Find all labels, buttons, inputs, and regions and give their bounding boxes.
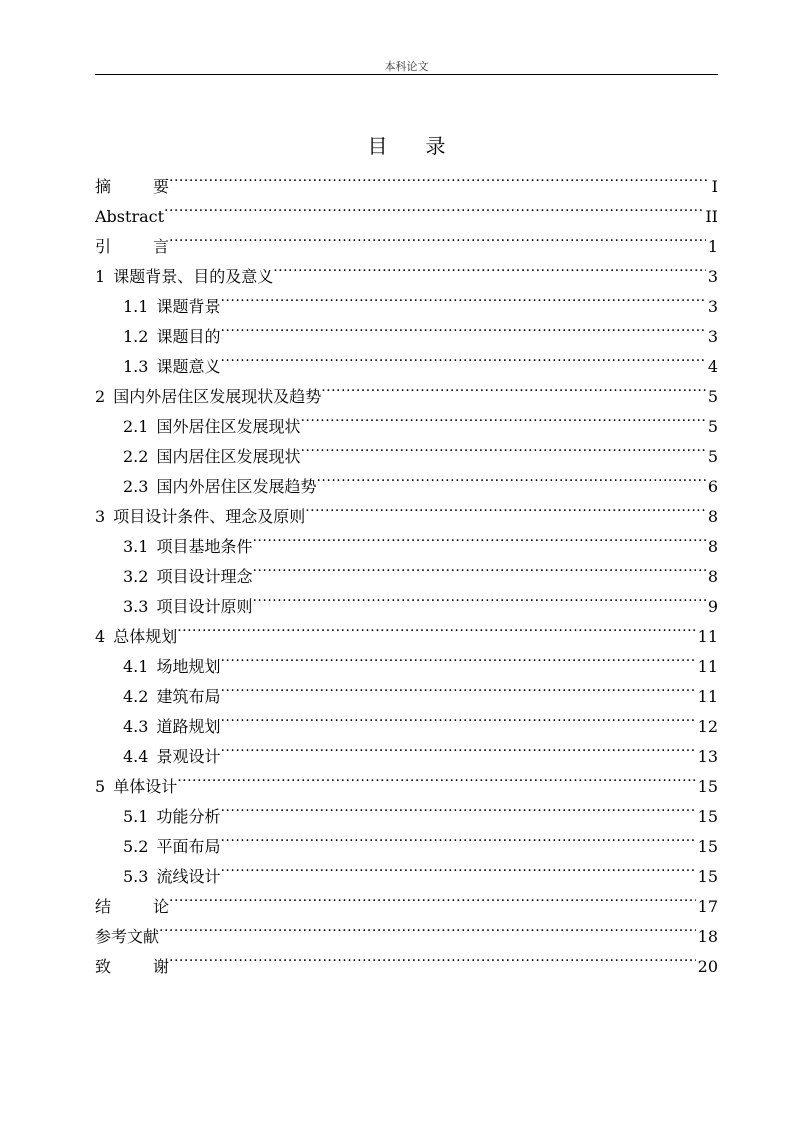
toc-entry-number: 4.3	[123, 717, 149, 736]
toc-entry-label	[123, 412, 300, 442]
toc-leader-dots	[220, 852, 695, 882]
toc-entry[interactable]	[95, 222, 718, 256]
toc-entry-label	[123, 682, 220, 712]
toc-entry-label	[95, 952, 169, 982]
toc-entry-page: I	[711, 177, 718, 196]
toc-entry-label	[95, 382, 321, 412]
toc-entry-label-char1: 引	[95, 237, 112, 256]
toc-leader-dots	[300, 402, 705, 432]
toc-entry-number: 4	[95, 627, 106, 646]
toc-leader-dots	[159, 912, 696, 942]
toc-entry-page: 8	[707, 507, 718, 526]
toc-entry-text: 功能分析	[156, 807, 221, 826]
toc-entry-number: 2.3	[123, 477, 149, 496]
toc-entry-page: 3	[707, 327, 718, 346]
toc-entry-text: 国内外居住区发展现状及趋势	[113, 387, 322, 406]
toc-entry-number: 2	[95, 387, 106, 406]
toc-title	[95, 130, 718, 159]
toc-entry-page: 20	[697, 957, 718, 976]
toc-entry-label-char2: 要	[153, 177, 170, 196]
toc-leader-dots	[305, 492, 706, 522]
toc-title-part1: 目	[367, 134, 388, 158]
toc-entry-page: 8	[707, 537, 718, 556]
toc-entry-text: 总体规划	[113, 627, 178, 646]
toc-entry[interactable]	[95, 252, 718, 286]
toc-entry-page: 13	[697, 747, 718, 766]
toc-entry-label-char1: 致	[95, 957, 112, 976]
toc-entry-number: 4.2	[123, 687, 149, 706]
toc-entry-label	[95, 622, 177, 652]
toc-entry-page: 11	[697, 627, 718, 646]
toc-entry-number: 1.1	[123, 297, 149, 316]
toc-entry-text: 项目基地条件	[156, 537, 253, 556]
toc-entry-text: 平面布局	[156, 837, 221, 856]
toc-entry-number: 5	[95, 777, 106, 796]
toc-title-part2: 录	[425, 134, 446, 158]
toc-entry-label	[123, 802, 220, 832]
toc-entry-label	[95, 772, 177, 802]
toc-entry-label	[123, 352, 220, 382]
toc-entry-page: 15	[697, 867, 718, 886]
toc-entry-text: 项目设计原则	[156, 597, 253, 616]
toc-leader-dots	[220, 732, 695, 762]
toc-entry-number: 5.2	[123, 837, 149, 856]
toc-entry-number: 5.1	[123, 807, 149, 826]
toc-entry-label	[123, 562, 252, 592]
toc-entry-page: 3	[707, 297, 718, 316]
toc-entry-page: 9	[707, 597, 718, 616]
toc-leader-dots	[164, 192, 703, 222]
toc-entry-page: 15	[697, 807, 718, 826]
toc-leader-dots	[220, 702, 695, 732]
toc-entry-number: 2.2	[123, 447, 149, 466]
toc-entry-page: 8	[707, 567, 718, 586]
toc-entry-label	[123, 712, 220, 742]
toc-entry-text: 国外居住区发展现状	[156, 417, 301, 436]
toc-entry-label	[123, 652, 220, 682]
toc-entry-label	[95, 922, 159, 952]
toc-entry-page: 1	[707, 237, 718, 256]
toc-entry-text: Abstract	[95, 207, 165, 226]
toc-entry-label	[123, 532, 252, 562]
toc-entry-text: 课题背景、目的及意义	[113, 267, 274, 286]
toc-entry[interactable]	[95, 762, 718, 796]
toc-entry-number: 1	[95, 267, 106, 286]
toc-entry-number: 4.4	[123, 747, 149, 766]
toc-leader-dots	[177, 612, 695, 642]
toc-entry-label-char2: 言	[153, 237, 170, 256]
toc-entry-page: 11	[697, 657, 718, 676]
page-header: 本科论文	[384, 60, 429, 73]
toc-entry-label	[95, 232, 169, 262]
toc-entry-page: 5	[707, 447, 718, 466]
toc-leader-dots	[300, 432, 705, 462]
toc-entry[interactable]	[95, 642, 718, 676]
header-rule	[95, 74, 718, 75]
toc-entry-text: 项目设计条件、理念及原则	[113, 507, 306, 526]
toc-leader-dots	[220, 792, 695, 822]
toc-entry-text: 道路规划	[156, 717, 221, 736]
toc-entry-text: 单体设计	[113, 777, 178, 796]
toc-leader-dots	[252, 552, 705, 582]
toc-leader-dots	[273, 252, 706, 282]
toc-entry-text: 场地规划	[156, 657, 221, 676]
toc-entry-text: 建筑布局	[156, 687, 221, 706]
toc-entry-text: 国内居住区发展现状	[156, 447, 301, 466]
toc-entry-page: 17	[697, 897, 718, 916]
toc-leader-dots	[169, 942, 696, 972]
toc-leader-dots	[169, 882, 696, 912]
toc-entry-label	[123, 472, 316, 502]
toc-entry-label-char2: 谢	[153, 957, 170, 976]
toc-leader-dots	[220, 822, 695, 852]
toc-entry-label-char1: 结	[95, 897, 112, 916]
toc-entry-page: 18	[697, 927, 718, 946]
toc-entry[interactable]	[95, 912, 718, 946]
toc-leader-dots	[252, 522, 705, 552]
toc-entry-number: 3.1	[123, 537, 149, 556]
toc-entry-page: 5	[707, 387, 718, 406]
toc-leader-dots	[321, 372, 706, 402]
toc-entry-number: 1.2	[123, 327, 149, 346]
toc-entry-text: 课题意义	[156, 357, 221, 376]
toc-entry-page: 12	[697, 717, 718, 736]
toc-entry-text: 课题背景	[156, 297, 221, 316]
toc-leader-dots	[220, 342, 705, 372]
toc-entry-text: 景观设计	[156, 747, 221, 766]
toc-entry-label	[95, 202, 164, 232]
table-of-contents	[95, 162, 718, 976]
toc-entry-text: 流线设计	[156, 867, 221, 886]
toc-entry[interactable]	[95, 792, 718, 826]
toc-entry-page: 15	[697, 837, 718, 856]
toc-entry-label	[95, 892, 169, 922]
toc-entry-number: 3	[95, 507, 106, 526]
toc-entry-label	[95, 172, 169, 202]
toc-entry-page: 5	[707, 417, 718, 436]
toc-entry-label	[123, 832, 220, 862]
toc-leader-dots	[220, 312, 705, 342]
toc-leader-dots	[169, 222, 706, 252]
toc-entry[interactable]	[95, 882, 718, 916]
toc-entry-number: 2.1	[123, 417, 149, 436]
toc-entry-label	[123, 442, 300, 472]
toc-entry-number: 4.1	[123, 657, 149, 676]
toc-leader-dots	[220, 642, 695, 672]
toc-entry[interactable]	[95, 162, 718, 196]
toc-entry-text: 国内外居住区发展趋势	[156, 477, 317, 496]
toc-leader-dots	[316, 462, 705, 492]
toc-entry[interactable]	[95, 942, 718, 976]
toc-entry-label-char2: 论	[153, 897, 170, 916]
toc-entry-label	[123, 292, 220, 322]
toc-entry[interactable]	[95, 192, 718, 226]
toc-entry[interactable]	[95, 612, 718, 646]
toc-entry-page: 4	[707, 357, 718, 376]
toc-entry-text: 课题目的	[156, 327, 221, 346]
toc-entry-number: 3.2	[123, 567, 149, 586]
toc-leader-dots	[252, 582, 705, 612]
toc-leader-dots	[169, 162, 710, 192]
toc-entry-page: 3	[707, 267, 718, 286]
toc-entry-page: 6	[707, 477, 718, 496]
toc-leader-dots	[177, 762, 695, 792]
toc-entry-number: 3.3	[123, 597, 149, 616]
toc-entry-number: 5.3	[123, 867, 149, 886]
toc-entry-page: 11	[697, 687, 718, 706]
toc-entry-number: 1.3	[123, 357, 149, 376]
toc-leader-dots	[220, 672, 695, 702]
toc-entry-page: 15	[697, 777, 718, 796]
toc-entry-page: II	[705, 207, 718, 226]
toc-entry-text: 参考文献	[95, 927, 160, 946]
toc-entry-label-char1: 摘	[95, 177, 112, 196]
toc-leader-dots	[220, 282, 705, 312]
toc-entry-text: 项目设计理念	[156, 567, 253, 586]
toc-entry-label	[123, 322, 220, 352]
